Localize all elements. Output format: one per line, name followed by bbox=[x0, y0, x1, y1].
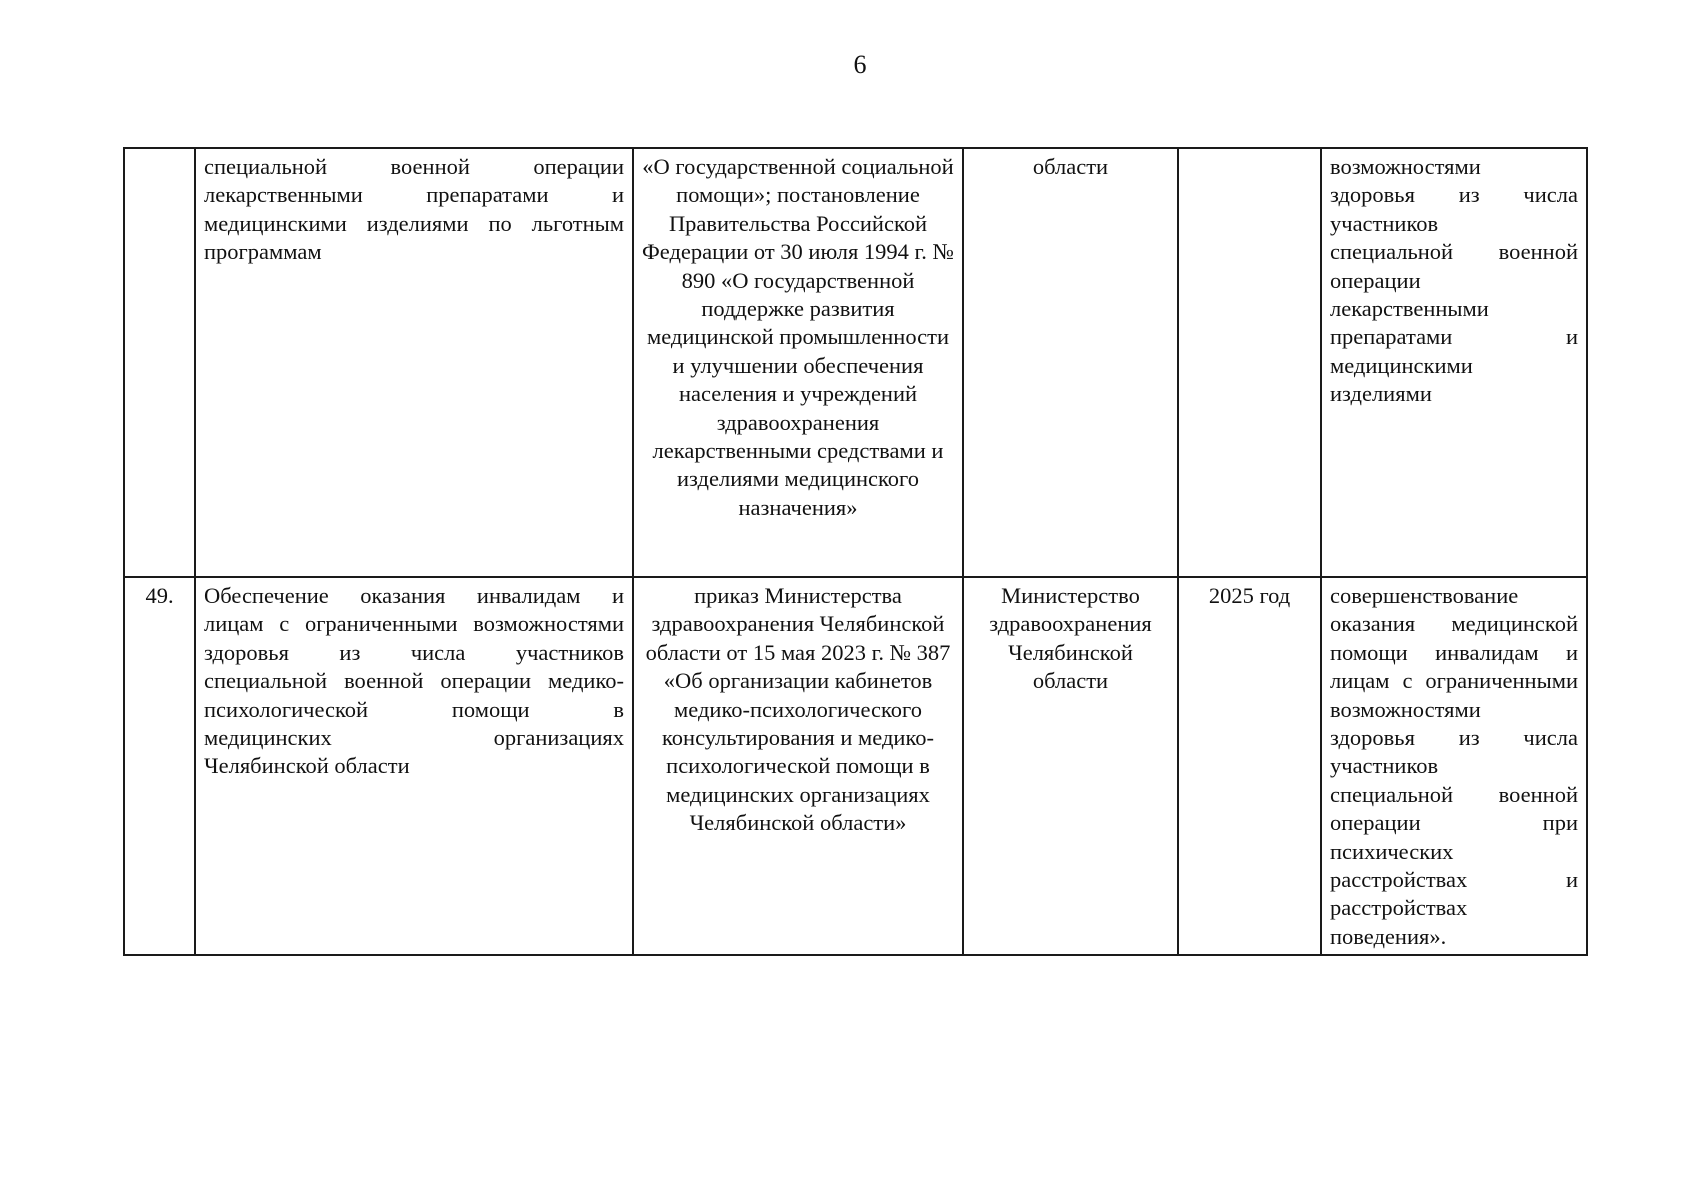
text-line: препаратами и bbox=[1330, 324, 1578, 350]
term-cell bbox=[1178, 148, 1321, 577]
text-line: возможностями bbox=[1330, 154, 1481, 179]
text-line: психических bbox=[1330, 838, 1454, 864]
page-number: 6 bbox=[853, 50, 867, 79]
text-line: лекарственными bbox=[1330, 296, 1489, 322]
text-line: лицам с ограниченными bbox=[1330, 668, 1578, 694]
text-line: лицам с ограниченными возможностями bbox=[204, 611, 624, 637]
text-line: медицинскими bbox=[1330, 352, 1473, 378]
text-line: помощи инвалидам и bbox=[1330, 639, 1578, 665]
text-line: специальной военной bbox=[1330, 781, 1578, 807]
text-line: возможностями bbox=[1330, 696, 1481, 722]
result-cell bbox=[1321, 577, 1587, 955]
executor-cell: области bbox=[963, 148, 1178, 577]
executor-cell: Министерство здравоохранения Челябинской области bbox=[963, 577, 1178, 955]
text-line: программам bbox=[204, 239, 322, 265]
text-line: здоровья из числа bbox=[1330, 182, 1578, 208]
row-number-cell: 49. bbox=[124, 577, 195, 955]
table-row bbox=[124, 148, 1587, 577]
text-line: расстройствах и bbox=[1330, 867, 1578, 893]
text-line: Обеспечение оказания инвалидам и bbox=[204, 583, 624, 608]
text-line: расстройствах bbox=[1330, 895, 1468, 921]
text-line: операции bbox=[1330, 267, 1421, 293]
text-line: лекарственными препаратами и bbox=[204, 182, 624, 208]
measures-table bbox=[123, 147, 1588, 956]
text-line: поведения». bbox=[1330, 923, 1447, 949]
text-line: Челябинской области bbox=[204, 753, 410, 779]
text-line: психологической помощи в bbox=[204, 696, 624, 722]
legal-basis-cell: приказ Министерства здравоохранения Челябинской области от 15 мая 2023 г. № 387 «Об организации кабинетов медико-психологического консультирования и медико-психологической помощи в медицинских организациях Челябинской области» bbox=[633, 577, 963, 955]
text-line: здоровья из числа участников bbox=[204, 639, 624, 665]
text-line: операции при bbox=[1330, 810, 1578, 836]
text-line: участников bbox=[1330, 210, 1439, 236]
table-row bbox=[124, 577, 1587, 955]
task-cell bbox=[195, 577, 633, 955]
result-cell bbox=[1321, 148, 1587, 577]
legal-basis-cell: «О государственной социальной помощи»; постановление Правительства Российской Федерации от 30 июля 1994 г. № 890 «О государственной поддержке развития медицинской промышленности и улучшении обеспечения населения и учреждений здравоохранения лекарственными средствами и изделиями медицинского назначения» bbox=[633, 148, 963, 577]
term-cell: 2025 год bbox=[1178, 577, 1321, 955]
text-line: медицинскими изделиями по льготным bbox=[204, 210, 624, 236]
text-line: оказания медицинской bbox=[1330, 611, 1578, 637]
text-line: специальной военной bbox=[1330, 239, 1578, 265]
text-line: участников bbox=[1330, 753, 1439, 779]
text-line: специальной военной операции медико- bbox=[204, 668, 624, 694]
text-line: изделиями bbox=[1330, 381, 1432, 407]
task-cell bbox=[195, 148, 633, 577]
row-number-cell bbox=[124, 148, 195, 577]
text-line: совершенствование bbox=[1330, 583, 1519, 608]
text-line: медицинских организациях bbox=[204, 725, 624, 751]
text-line: специальной военной операции bbox=[204, 154, 624, 179]
text-line: здоровья из числа bbox=[1330, 725, 1578, 751]
